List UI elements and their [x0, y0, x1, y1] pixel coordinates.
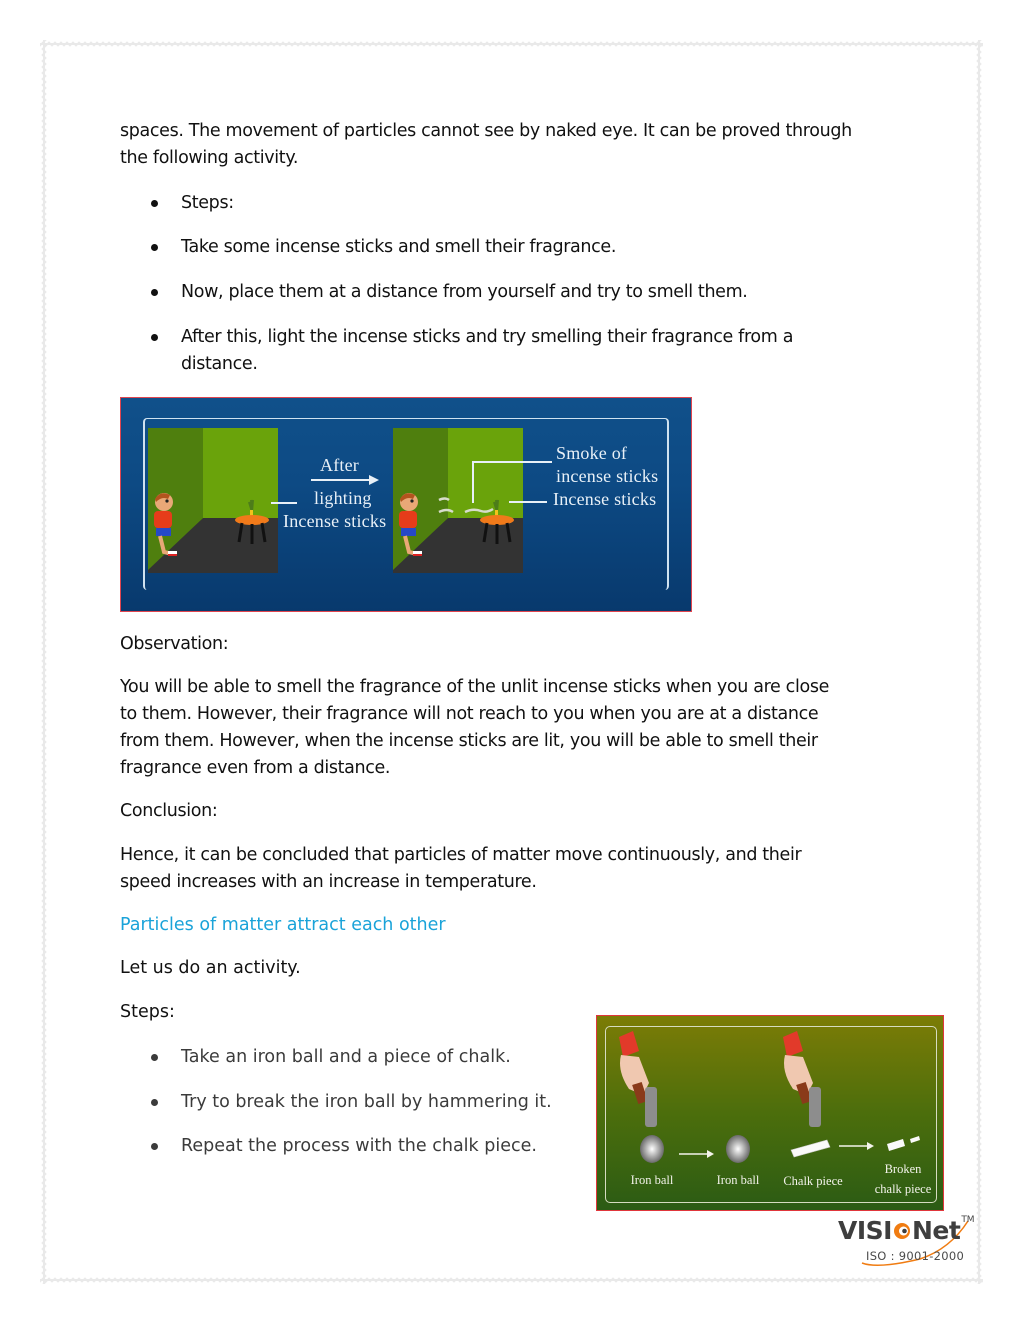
broken-chalk-label-2: chalk piece: [874, 1182, 932, 1196]
observation-line: You will be able to smell the fragrance of the unlit incense sticks when you are close: [120, 677, 830, 697]
steps-heading: Steps:: [120, 1002, 175, 1022]
logo-trademark: TM: [961, 1215, 975, 1225]
logo-iso: ISO : 9001-2000: [866, 1249, 965, 1263]
smoke-label-2: incense sticks: [556, 466, 659, 486]
incense-pointer-line: [509, 501, 547, 503]
incense-sticks-label: Incense sticks: [553, 489, 657, 509]
bullet-icon: [151, 244, 158, 251]
hand-hammer-icon: [613, 1031, 663, 1131]
chalk-piece-label: Chalk piece: [783, 1174, 843, 1188]
logo-brand-right: Net: [911, 1216, 961, 1245]
broken-chalk-icon: [885, 1134, 925, 1154]
bullet-icon: [151, 200, 158, 207]
list-item-text-continued: distance.: [181, 354, 258, 374]
arrow-label-incense-sticks: Incense sticks: [283, 511, 387, 531]
hand-hammer-icon: [777, 1031, 827, 1131]
list-item-text: Steps:: [181, 193, 234, 213]
hammer-activity-figure: [596, 1015, 944, 1211]
conclusion-paragraph: [120, 842, 910, 896]
room-after: [393, 428, 523, 573]
list-item-text: Try to break the iron ball by hammering it.: [181, 1092, 552, 1112]
observation-line: from them. However, when the incense sticks are lit, you will be able to smell their: [120, 731, 818, 751]
bullet-icon: [151, 1054, 158, 1061]
iron-ball-icon: [639, 1134, 665, 1164]
visionet-logo: [838, 1215, 988, 1269]
observation-line: to them. However, their fragrance will not reach to you when you are at a distance: [120, 704, 819, 724]
observation-line: fragrance even from a distance.: [120, 758, 391, 778]
boy-icon: [150, 490, 190, 565]
activity-intro: Let us do an activity.: [120, 958, 301, 978]
list-item-text: After this, light the incense sticks and try smelling their fragrance from a: [181, 327, 794, 347]
smoke-pointer-line-v: [472, 461, 474, 503]
section-heading: Particles of matter attract each other: [120, 915, 446, 935]
arrow-label-lighting: lighting: [314, 488, 372, 508]
incense-stand-icon: [232, 498, 272, 548]
iron-ball-label: Iron ball: [716, 1173, 760, 1187]
arrow-right-icon: [679, 1149, 715, 1159]
bullet-icon: [151, 1143, 158, 1150]
incense-diffusion-figure: [120, 397, 692, 612]
broken-chalk-label-1: Broken: [884, 1162, 922, 1176]
page-border-right: [975, 40, 983, 1284]
incense-pointer-line: [271, 502, 297, 504]
boy-icon: [395, 490, 435, 565]
list-item-text: Take an iron ball and a piece of chalk.: [181, 1047, 511, 1067]
arrow-right-icon: [839, 1141, 875, 1151]
page-border-left: [40, 40, 48, 1284]
list-item-text: Take some incense sticks and smell their fragrance.: [181, 237, 617, 257]
list-item-text: Now, place them at a distance from yourself and try to smell them.: [181, 282, 748, 302]
logo-brand: [838, 1215, 975, 1247]
iron-ball-label: Iron ball: [630, 1173, 674, 1187]
intro-line-2: the following activity.: [120, 148, 299, 168]
conclusion-heading: Conclusion:: [120, 801, 218, 821]
chalk-icon: [789, 1138, 833, 1160]
smoke-pointer-line-h: [472, 461, 552, 463]
page-border-bottom: [40, 1276, 983, 1284]
logo-eye-icon: [894, 1223, 910, 1239]
arrow-label-after: After: [320, 455, 359, 475]
room-before: [148, 428, 278, 573]
bullet-icon: [151, 1099, 158, 1106]
incense-stand-icon: [477, 498, 517, 548]
arrow-right-icon: [311, 474, 381, 486]
observation-heading: Observation:: [120, 634, 229, 654]
observation-paragraph: [120, 674, 910, 782]
logo-brand-left: VISI: [838, 1216, 892, 1245]
page-border-top: [40, 40, 983, 48]
conclusion-line: Hence, it can be concluded that particles of matter move continuously, and their: [120, 845, 802, 865]
bullet-icon: [151, 289, 158, 296]
conclusion-line: speed increases with an increase in temperature.: [120, 872, 537, 892]
list-item-text: Repeat the process with the chalk piece.: [181, 1136, 537, 1156]
iron-ball-icon: [725, 1134, 751, 1164]
intro-paragraph: [120, 118, 910, 172]
bullet-icon: [151, 334, 158, 341]
intro-line-1: spaces. The movement of particles cannot see by naked eye. It can be proved through: [120, 121, 852, 141]
smoke-label-1: Smoke of: [556, 443, 628, 463]
